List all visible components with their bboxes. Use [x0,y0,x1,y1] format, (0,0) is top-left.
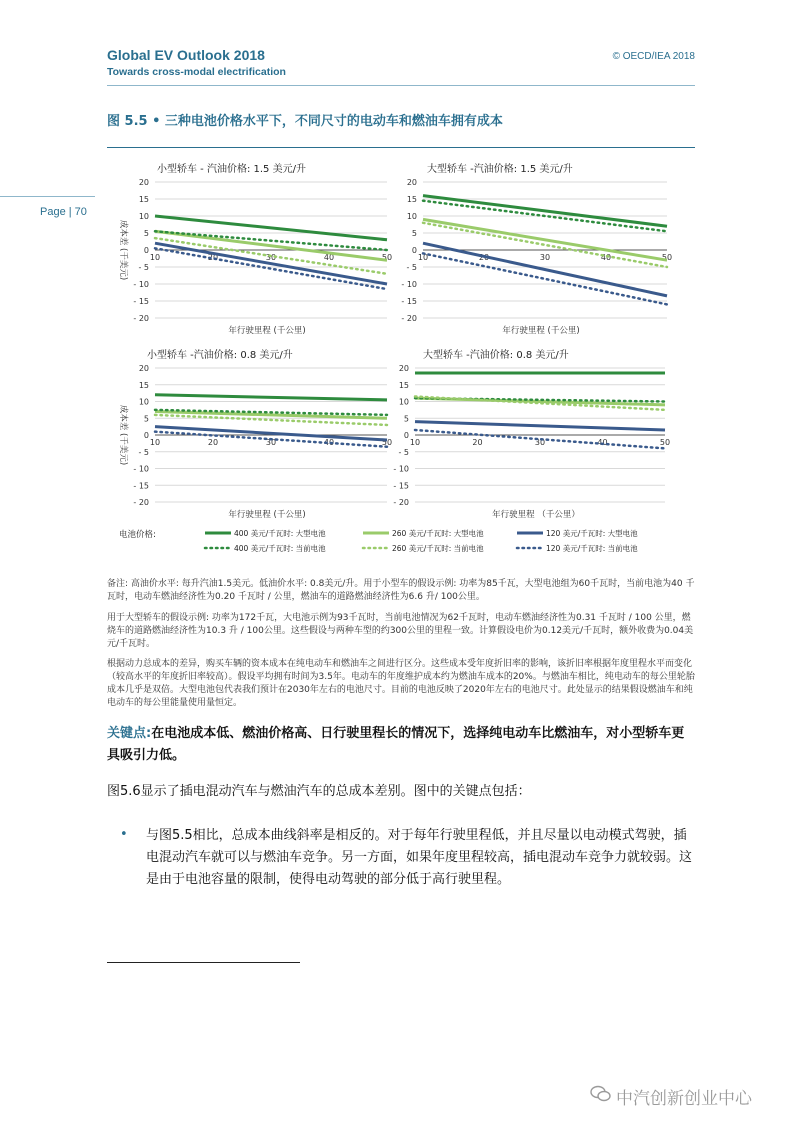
note-1: 备注: 高油价水平: 每升汽油1.5美元。低油价水平: 0.8美元/升。用于小型车的假设示例: 功率为85千瓦，大型电池组为60千瓦时，当前电池为40 千瓦时，电动车燃油经济性为0.20 千瓦时 / 公里，燃油车的道路燃油经济性为6.6 升/ 100公里。 [107,579,695,602]
y-tick-label: - 15 [133,481,149,491]
y-tick-label: 10 [406,212,417,221]
page-divider [0,196,95,197]
chart-4-title: 大型轿车 -汽油价格: 0.8 美元/升 [423,350,569,361]
chart-1-title: 小型轿车 - 汽油价格: 1.5 美元/升 [157,164,306,175]
y-tick-label: - 5 [138,447,149,457]
chart-2-series-3 [423,243,667,296]
x-tick-label: 40 [323,438,335,447]
x-tick-label: 20 [472,438,483,447]
y-tick-label: 0 [403,431,409,440]
key-point-text: 在电池成本低、燃油价格高、日行驶里程长的情况下，选择纯电动车比燃油车，对小型轿车更具吸引力低。 [107,726,685,763]
y-tick-label: - 20 [133,498,149,507]
y-tick-label: 20 [138,178,149,187]
y-tick-label: - 10 [401,280,417,289]
y-tick-label: - 20 [133,314,149,323]
y-tick-label: 15 [138,195,149,204]
note-3: 根据动力总成本的差异，购买车辆的资本成本在纯电动车和燃油车之间进行区分。这些成本受年度折旧率的影响，该折旧率根据年度里程水平而变化（较高水平的年度折旧率较高）。假设平均拥有时间为3.5年。电动车的年度维护成本约为燃油车成本的20%。与燃油车相比，纯电动车的每公里轮胎成本几乎是双倍。大型电池包代表我们预计在2030年左右的电池尺寸。目前的电池反映了2020年左右的电池尺寸。此处显示的结果假设燃油车和纯电动车的每公里能量使用量恒定。 [107,659,695,708]
body-paragraph: 图5.6显示了插电混动汽车与燃油汽车的总成本差别。图中的关键点包括： [107,784,531,799]
x-tick-label: 50 [381,253,393,262]
chart-3-title: 小型轿车 -汽油价格: 0.8 美元/升 [147,350,293,361]
charts-svg [117,152,683,572]
y-tick-label: - 10 [133,280,149,289]
chart-1-ylabel: 成本差 (千美元) [118,219,128,281]
y-tick-label: 10 [398,397,409,407]
chart-1-xlabel: 年行驶里程 (千公里) [228,326,306,336]
figure-title: 图 5.5 • 三种电池价格水平下，不同尺寸的电动车和燃油车拥有成本 [107,114,503,129]
chart-3-xlabel: 年行驶里程 (千公里) [228,510,306,520]
figure-divider [107,147,695,148]
y-tick-label: 0 [143,246,149,255]
y-tick-label: 20 [138,364,149,373]
chart-3-series-1 [155,395,387,400]
key-point [107,723,697,767]
y-tick-label: 0 [143,431,149,440]
y-tick-label: - 15 [401,297,417,306]
x-tick-label: 30 [539,253,551,262]
figure-charts [117,152,683,572]
x-tick-label: 10 [149,253,161,262]
y-tick-label: 5 [411,229,417,238]
chart-4-series-3 [415,422,665,430]
legend-item-4: 400 美元/千瓦时: 当前电池 [234,544,326,553]
x-tick-label: 40 [597,438,608,447]
x-tick-label: 40 [600,253,612,262]
report-subtitle: Towards cross-modal electrification [107,66,286,78]
chart-4-xlabel: 年行驶里程 （千公里） [492,510,580,520]
x-tick-label: 30 [265,438,277,447]
y-tick-label: 5 [143,414,149,424]
legend-item-6: 120 美元/千瓦时: 当前电池 [546,544,638,553]
y-tick-label: 10 [138,212,149,221]
y-tick-label: - 10 [393,464,409,474]
y-tick-label: - 15 [133,297,149,306]
y-tick-label: 20 [406,178,417,187]
x-tick-label: 20 [207,438,219,447]
legend-item-5: 260 美元/千瓦时: 当前电池 [392,544,484,553]
chart-2-title: 大型轿车 -汽油价格: 1.5 美元/升 [427,164,573,175]
chart-2-xlabel: 年行驶里程 (千公里) [502,326,580,336]
x-tick-label: 40 [323,253,335,262]
y-tick-label: - 20 [393,498,409,507]
y-tick-label: - 5 [398,447,409,457]
watermark-text: 中汽创新创业中心 [616,1089,752,1109]
legend-item-3: 120 美元/千瓦时: 大型电池 [546,529,638,538]
note-2: 用于大型轿车的假设示例: 功率为172千瓦，大电池示例为93千瓦时，当前电池情况为62千瓦时，电动车燃油经济性为0.31 千瓦时 / 100 公里，燃烧车的道路燃油经济性为10.3 升 / 100公里。这些假设与两种车型的约300公里的里程一致。计算假设电价为0.12美元/千瓦时，额外收费为0.04美元/千瓦时。 [107,613,694,649]
bullet-text: 与图5.5相比，总成本曲线斜率是相反的。对于每年行驶里程低，并且尽量以电动模式驾驶，插电混动汽车就可以与燃油车竞争。另一方面，如果年度里程较高，插电混动车竞争力就较弱。这是由于电池容量的限制，使得电动驾驶的部分低于高行驶里程。 [146,828,693,887]
x-tick-label: 20 [207,253,219,262]
copyright: © OECD/IEA 2018 [612,51,695,62]
y-tick-label: 5 [403,414,409,424]
x-tick-label: 30 [265,253,277,262]
chart-3-ylabel: 成本差 (千美元) [118,404,128,466]
chart-2-series-1 [423,196,667,227]
legend-label: 电池价格: [119,530,156,540]
y-tick-label: 5 [143,229,149,238]
y-tick-label: - 20 [401,314,417,323]
x-tick-label: 50 [659,438,671,447]
x-tick-label: 50 [661,253,673,262]
x-tick-label: 20 [478,253,490,262]
y-tick-label: 15 [398,380,409,390]
x-tick-label: 10 [417,253,429,262]
footnote-divider [107,962,300,963]
y-tick-label: 10 [138,397,149,407]
y-tick-label: - 15 [393,481,409,491]
chart-1-series-3 [155,243,387,284]
bullet-icon: • [120,827,128,842]
key-point-label: 关键点: [107,726,152,741]
x-tick-label: 10 [409,438,421,447]
page-number: Page | 70 [40,206,87,218]
y-tick-label: 15 [138,380,149,390]
y-tick-label: 0 [411,246,417,255]
header-divider [107,85,695,86]
y-tick-label: - 10 [133,464,149,474]
y-tick-label: - 5 [406,263,417,272]
x-tick-label: 10 [149,438,161,447]
legend-item-2: 260 美元/千瓦时: 大型电池 [392,529,484,538]
y-tick-label: 15 [406,195,417,204]
x-tick-label: 30 [534,438,546,447]
wechat-icon [590,1085,612,1107]
report-title: Global EV Outlook 2018 [107,47,265,63]
legend-item-1: 400 美元/千瓦时: 大型电池 [234,529,326,538]
y-tick-label: 20 [398,364,409,373]
x-tick-label: 50 [381,438,393,447]
y-tick-label: - 5 [138,263,149,272]
